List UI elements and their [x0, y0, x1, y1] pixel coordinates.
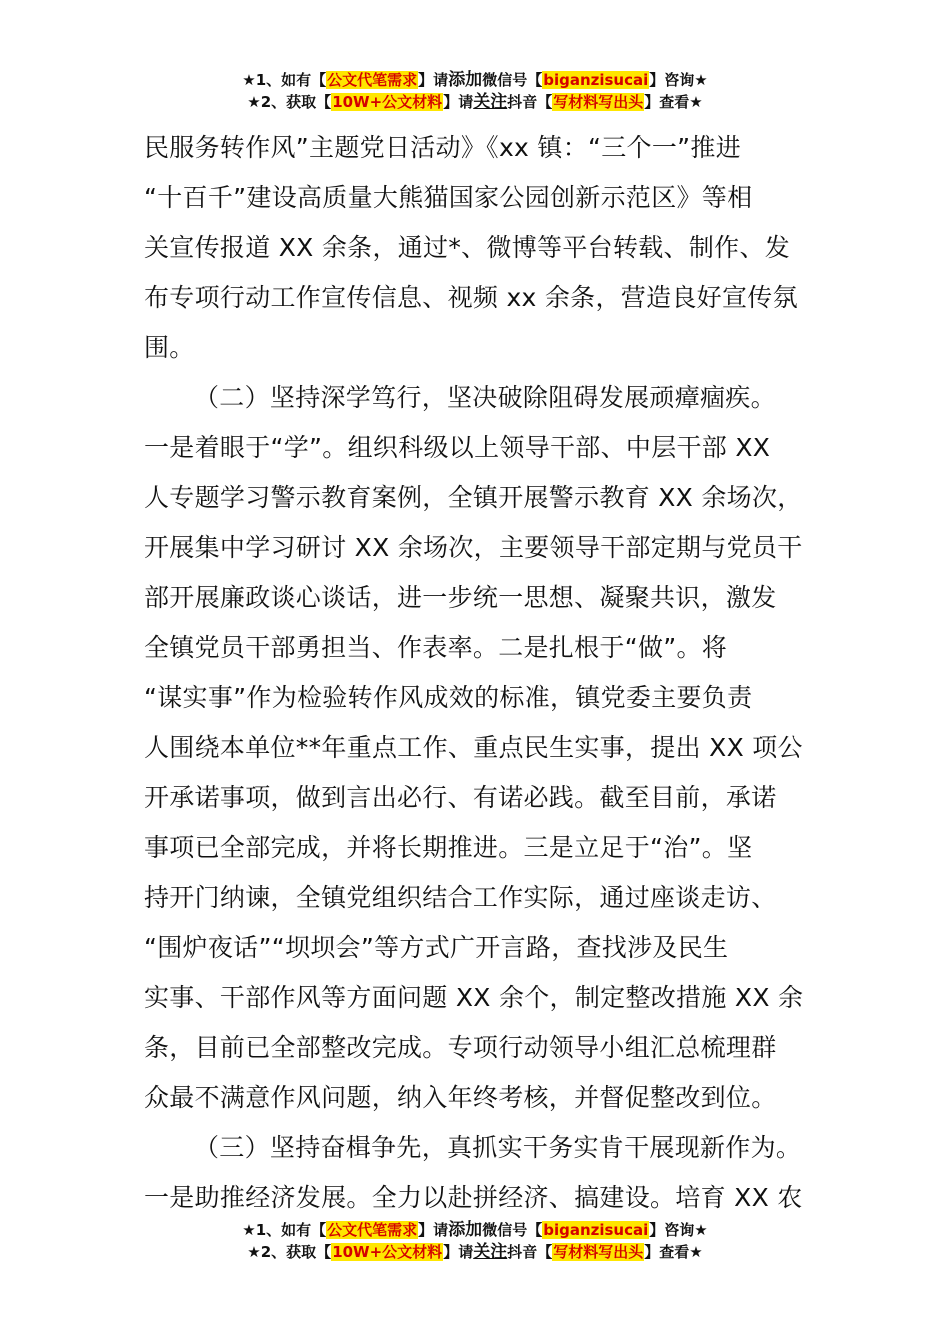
banner-emphasis: 关注	[473, 92, 508, 112]
text-line: 一是助推经济发展。全力以赴拼经济、搞建设。培育 XX 农	[144, 1183, 803, 1212]
banner-text: 】请	[443, 1243, 474, 1261]
text-line: 围。	[144, 333, 195, 362]
banner-highlight: 10W+公文材料	[332, 93, 443, 111]
text-line: 开承诺事项，做到言出必行、有诺必践。截至目前，承诺	[144, 783, 777, 812]
text-line: 关宣传报道 XX 余条，通过*、微博等平台转载、制作、发	[144, 233, 791, 262]
banner-line-1	[0, 69, 950, 91]
banner-highlight: 写材料写出头	[553, 93, 644, 111]
banner-highlight: biganzisucai	[543, 71, 649, 89]
banner-line-1	[0, 1219, 950, 1241]
text-line: 部开展廉政谈心谈话，进一步统一思想、凝聚共识，激发	[144, 583, 777, 612]
banner-line-2	[0, 1241, 950, 1263]
banner-highlight: 公文代笔需求	[327, 1221, 418, 1239]
banner-text: 】请	[418, 71, 449, 89]
text-line: 条，目前已全部整改完成。专项行动领导小组汇总梳理群	[144, 1033, 777, 1062]
banner-text: 抖音【	[507, 93, 553, 111]
text-line: “十百千”建设高质量大熊猫国家公园创新示范区》等相	[144, 183, 753, 212]
banner-text: 】查看★	[644, 93, 703, 111]
text-line: 实事、干部作风等方面问题 XX 余个，制定整改措施 XX 余	[144, 983, 804, 1012]
section-heading: （二）坚持深学笃行，坚决破除阻碍发展顽瘴痼疾。	[194, 383, 776, 412]
banner-highlight: 10W+公文材料	[332, 1243, 443, 1261]
banner-highlight: 公文代笔需求	[327, 71, 418, 89]
text-line: 全镇党员干部勇担当、作表率。二是扎根于“做”。将	[144, 633, 728, 662]
document-body	[144, 123, 824, 1223]
banner-text: 】咨询★	[649, 1221, 708, 1239]
text-line: 开展集中学习研讨 XX 余场次，主要领导干部定期与党员干	[144, 533, 803, 562]
text-line: 人专题学习警示教育案例，全镇开展警示教育 XX 余场次，	[144, 483, 803, 512]
banner-highlight: 写材料写出头	[553, 1243, 644, 1261]
text-line: 布专项行动工作宣传信息、视频 xx 余条，营造良好宣传氛	[144, 283, 798, 312]
section-heading: （三）坚持奋楫争先，真抓实干务实肯干展现新作为。	[194, 1133, 802, 1162]
text-line: 众最不满意作风问题，纳入年终考核，并督促整改到位。	[144, 1083, 777, 1112]
banner-emphasis: 添加	[448, 70, 483, 90]
banner-emphasis: 关注	[473, 1242, 508, 1262]
banner-text: 】查看★	[644, 1243, 703, 1261]
banner-text: 】咨询★	[649, 71, 708, 89]
banner-highlight: biganzisucai	[543, 1221, 649, 1239]
text-line: 一是着眼于“学”。组织科级以上领导干部、中层干部 XX	[144, 433, 771, 462]
banner-text: 】请	[443, 93, 474, 111]
text-line: 民服务转作风”主题党日活动》《xx 镇：“三个一”推进	[144, 133, 741, 162]
text-line: 事项已全部完成，并将长期推进。三是立足于“治”。坚	[144, 833, 753, 862]
banner-line-2	[0, 91, 950, 113]
banner-emphasis: 添加	[448, 1220, 483, 1240]
banner-text: ★1、如有【	[242, 71, 327, 89]
banner-text: 抖音【	[507, 1243, 553, 1261]
header-banner	[0, 69, 950, 113]
text-line: “围炉夜话”“坝坝会”等方式广开言路，查找涉及民生	[144, 933, 729, 962]
banner-text: 】请	[418, 1221, 449, 1239]
footer-banner	[0, 1219, 950, 1263]
text-line: 人围绕本单位**年重点工作、重点民生实事，提出 XX 项公	[144, 733, 803, 762]
text-line: 持开门纳谏，全镇党组织结合工作实际，通过座谈走访、	[144, 883, 777, 912]
banner-text: 微信号【	[482, 71, 543, 89]
banner-text: ★2、获取【	[247, 93, 332, 111]
banner-text: ★2、获取【	[247, 1243, 332, 1261]
text-line: “谋实事”作为检验转作风成效的标准，镇党委主要负责	[144, 683, 753, 712]
banner-text: ★1、如有【	[242, 1221, 327, 1239]
banner-text: 微信号【	[482, 1221, 543, 1239]
